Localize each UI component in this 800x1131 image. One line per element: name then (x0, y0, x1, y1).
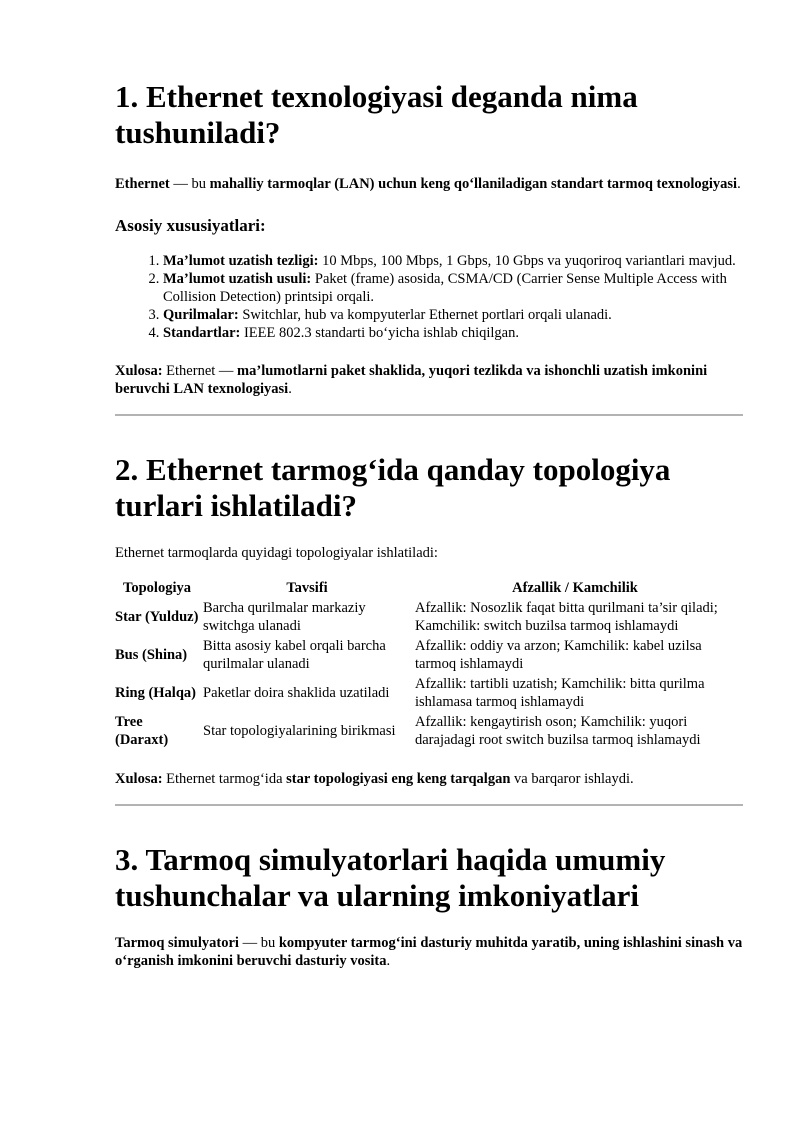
feature-item (163, 324, 743, 342)
section1-intro-end: . (737, 176, 741, 192)
section1-intro-definition: mahalliy tarmoqlar (LAN) uchun keng qo‘llaniladigan standart tarmoq texnologiyasi (209, 176, 738, 192)
table-cell-pros-cons: Afzallik: tartibli uzatish; Kamchilik: bitta qurilma ishlamasa tarmoq ishlamaydi (415, 676, 705, 710)
conclusion-end: . (288, 381, 292, 397)
feature-item (163, 270, 743, 306)
feature-label: Standartlar: (163, 325, 241, 341)
table-cell-pros-cons: Afzallik: Nosozlik faqat bitta qurilmani ta’sir qiladi; Kamchilik: switch buzilsa tarmoq ishlamaydi (415, 600, 718, 634)
feature-text: Switchlar, hub va kompyuterlar Ethernet portlari orqali ulanadi. (238, 307, 612, 323)
section3-heading: 3. Tarmoq simulyatorlari haqida umumiy tushunchalar va ularning imkoniyatlari (115, 842, 666, 913)
section3-intro-end: . (386, 953, 391, 969)
section2-heading: 2. Ethernet tarmog‘ida qanday topologiya turlari ishlatiladi? (115, 452, 671, 523)
feature-label: Ma’lumot uzatish usuli: (163, 271, 312, 287)
conclusion-end: va barqaror ishlaydi. (510, 771, 634, 787)
feature-item (163, 252, 743, 270)
section-divider (115, 804, 743, 806)
feature-text: IEEE 802.3 standarti bo‘yicha ishlab chiqilgan. (240, 325, 519, 341)
section1-conclusion (115, 362, 743, 398)
table-cell-description: Bitta asosiy kabel orqali barcha qurilmalar ulanadi (203, 638, 386, 672)
section-divider (115, 414, 743, 416)
section3-intro-dash: — bu (238, 935, 279, 951)
table-header-description: Tavsifi (286, 580, 328, 596)
section2-intro: Ethernet tarmoqlarda quyidagi topologiyalar ishlatiladi: (115, 545, 438, 561)
conclusion-label: Xulosa: (115, 771, 163, 787)
table-header-pros-cons: Afzallik / Kamchilik (512, 580, 638, 596)
section1-heading: 1. Ethernet texnologiyasi deganda nima tushuniladi? (115, 79, 638, 150)
table-cell-topology: Tree (Daraxt) (115, 714, 169, 748)
table-cell-topology: Ring (Halqa) (115, 685, 196, 701)
section1-subheading: Asosiy xususiyatlari: (115, 216, 266, 235)
section1-intro-term: Ethernet (115, 176, 170, 192)
section3-intro (115, 934, 743, 970)
table-row (113, 674, 737, 712)
feature-label: Qurilmalar: (163, 307, 239, 323)
table-row (113, 712, 737, 750)
conclusion-bold: ma’lumotlarni paket shaklida, yuqori tezlikda va ishonchli uzatish imkonini beruvchi LAN texnologiyasi (115, 363, 708, 397)
feature-text: Paket (frame) asosida, CSMA/CD (Carrier Sense Multiple Access with Collision Detection) printsipi orqali. (163, 271, 727, 305)
feature-label: Ma’lumot uzatish tezligi: (163, 253, 319, 269)
conclusion-pre: Ethernet tarmog‘ida (162, 771, 287, 787)
feature-text: 10 Mbps, 100 Mbps, 1 Gbps, 10 Gbps va yuqoriroq variantlari mavjud. (318, 253, 736, 269)
conclusion-label: Xulosa: (115, 363, 163, 379)
feature-item (163, 306, 743, 324)
section3-intro-term: Tarmoq simulyatori (115, 935, 239, 951)
conclusion-pre: Ethernet — (162, 363, 238, 379)
table-row (113, 598, 737, 636)
document-page (115, 0, 743, 970)
section2-conclusion (115, 770, 743, 788)
conclusion-bold: star topologiyasi eng keng tarqalgan (286, 771, 511, 787)
topology-table (113, 578, 737, 750)
table-row (113, 636, 737, 674)
features-list (115, 252, 743, 342)
table-header-topology: Topologiya (123, 580, 191, 596)
section1-intro-dash: — bu (169, 176, 210, 192)
table-cell-pros-cons: Afzallik: kengaytirish oson; Kamchilik: yuqori darajadagi root switch buzilsa tarmoq ishlamaydi (415, 714, 701, 748)
table-cell-topology: Star (Yulduz) (115, 609, 199, 625)
table-cell-description: Paketlar doira shaklida uzatiladi (203, 685, 390, 701)
table-cell-description: Barcha qurilmalar markaziy switchga ulanadi (203, 600, 366, 634)
section1-intro (115, 175, 743, 193)
section3-intro-definition: kompyuter tarmog‘ini dasturiy muhitda yaratib, uning ishlashini sinash va o‘rganish imkonini beruvchi dasturiy vosita (115, 935, 743, 969)
table-cell-description: Star topologiyalarining birikmasi (203, 723, 396, 739)
table-header-row (113, 578, 737, 598)
table-cell-pros-cons: Afzallik: oddiy va arzon; Kamchilik: kabel uzilsa tarmoq ishlamaydi (415, 638, 702, 672)
table-cell-topology: Bus (Shina) (115, 647, 188, 663)
